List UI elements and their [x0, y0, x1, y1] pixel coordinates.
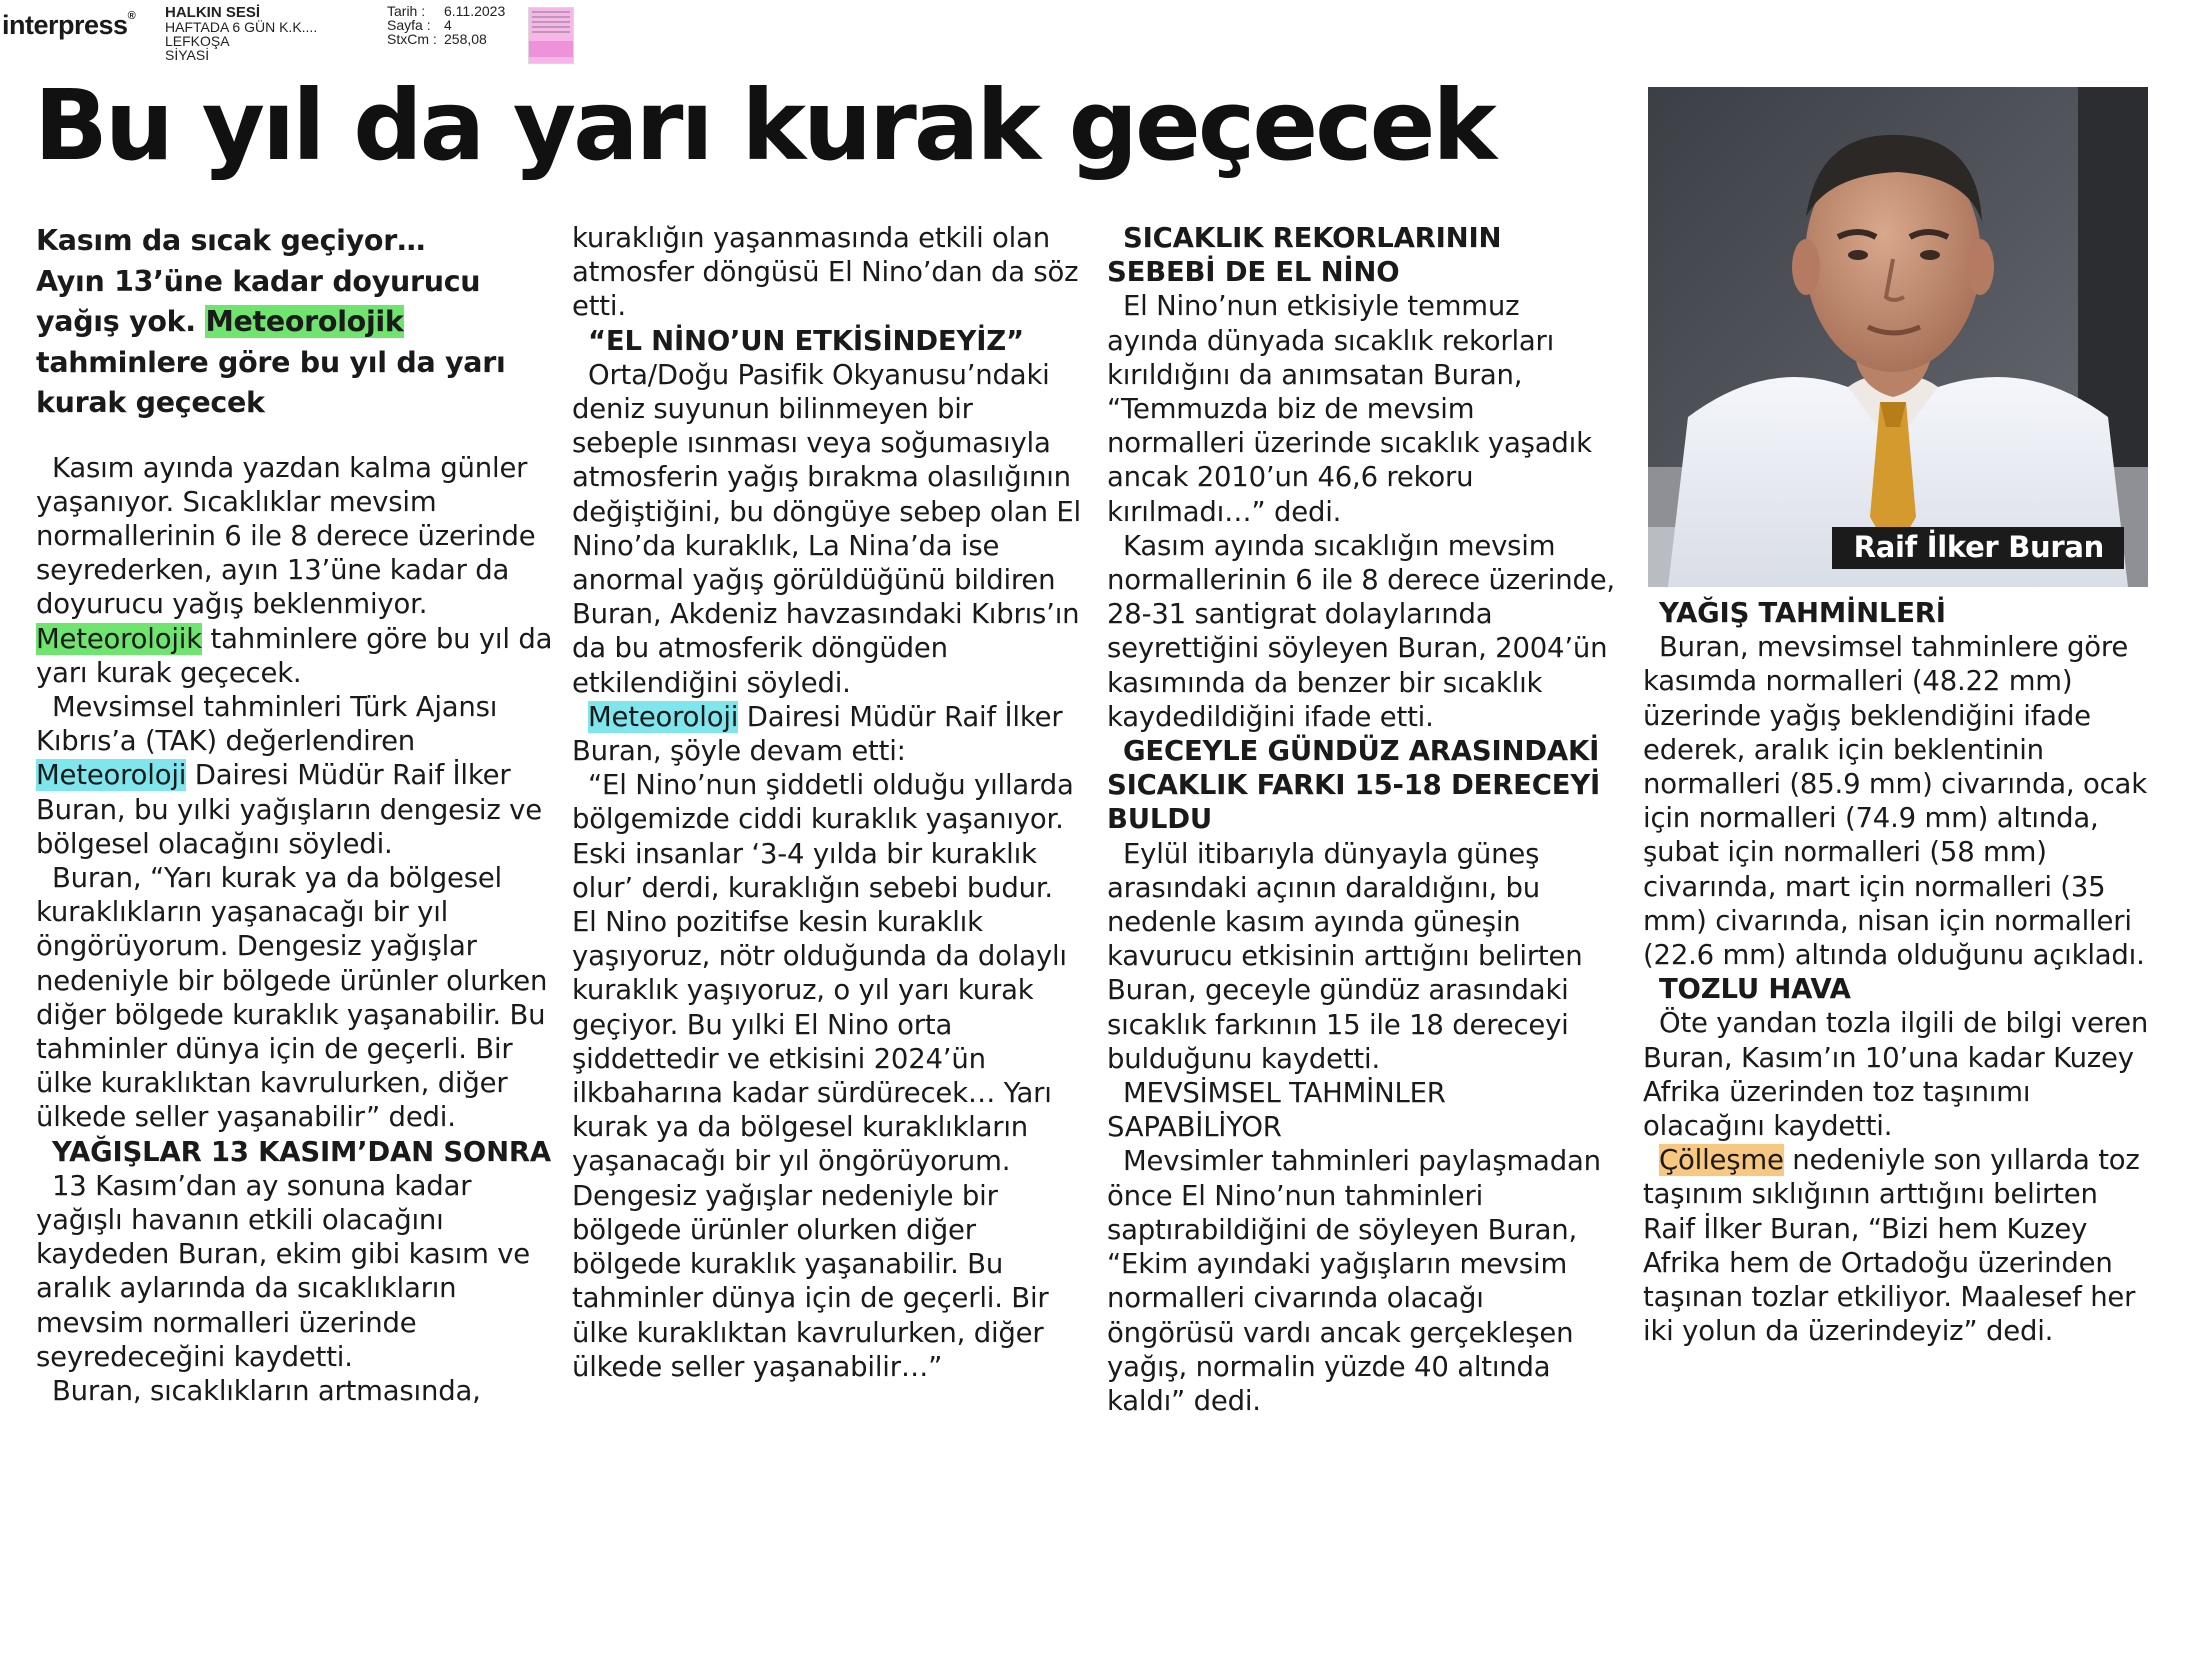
- paragraph: El Nino’nun etkisiyle temmuz ayında dünyada sıcaklık rekorları kırıldığını da anımsatan Buran, “Temmuzda biz de mevsim normalleri üzerinde sıcaklık yaşadık ancak 2010’un 46,6 rekoru kırılmadı…” dedi.: [1107, 290, 1592, 528]
- interpress-logo: interpress®: [2, 10, 136, 40]
- highlight-keyword: Meteorolojik: [36, 622, 202, 655]
- paragraph: “El Nino’nun şiddetli olduğu yıllarda bölgemizde ciddi kuraklık yaşanıyor. Eski insanlar ‘3-4 yılda bir kuraklık olur’ derdi, kuraklığın sebebi budur. El Nino pozitifse kesin kuraklık yaşıyoruz, nötr olduğunda da dolaylı kuraklık yaşıyoruz, o yıl yarı kurak geçiyor. Bu yılki El Nino orta şiddettedir ve etkisini 2024’ün ilkbaharına kadar sürdürecek… Yarı kurak ya da bölgesel kuraklıkların yaşanacağı bir yıl öngörüyorum. Dengesiz yağışlar nedeniyle bir bölgede ürünler olurken diğer bölgede kuraklık yaşanabilir. Bu tahminler dünya için de geçerli. Bir ülke kuraklıktan kavrulurken, diğer ülkede seller yaşanabilir…”: [572, 769, 1074, 1383]
- publication-name: HALKIN SESİ: [165, 4, 261, 21]
- subheading: TOZLU HAVA: [1659, 973, 1851, 1006]
- paragraph: Kasım ayında yazdan kalma günler yaşanıyor. Sıcaklıklar mevsim normallerinin 6 ile 8 derece üzerinde seyrederken, ayın 13’üne kadar da doyurucu yağış beklenmiyor. Meteorolojik tahminlere göre bu yıl da yarı kurak geçecek.: [36, 451, 553, 689]
- subheading: “EL NİNO’UN ETKİSİNDEYİZ”: [588, 324, 1024, 357]
- paragraph: Çölleşme nedeniyle son yıllarda toz taşınım sıklığının arttığını belirten Raif İlker Buran, “Bizi hem Kuzey Afrika hem de Ortadoğu üzerinden taşınan tozlar etkiliyor. Maalesef her iki yolun da üzerindeyiz” dedi.: [1643, 1144, 2140, 1348]
- highlight-keyword: Çölleşme: [1659, 1144, 1784, 1177]
- paragraph: Orta/Doğu Pasifik Okyanusu’ndaki deniz suyunun bilinmeyen bir sebeple ısınması veya soğumasıyla atmosferin yağış bırakma olasılığının değiştiğini, bu döngüye sebep olan El Nino’da kuraklık, La Nina’da ise anormal yağış görüldüğünü bildiren Buran, Akdeniz havzasındaki Kıbrıs’ın da bu atmosferik döngüden etkilendiğini söyledi.: [572, 358, 1081, 699]
- paragraph: Kasım ayında sıcaklığın mevsim normallerinin 6 ile 8 derece üzerinde, 28-31 santigrat dolaylarında seyrettiğini söyleyen Buran, 2004’ün kasımında da benzer bir sıcaklık kaydedildiğini ifade etti.: [1107, 529, 1615, 733]
- publication-city: LEFKOŞA: [165, 33, 230, 49]
- article-lead: [36, 221, 558, 424]
- paragraph: kuraklığın yaşanmasında etkili olan atmosfer döngüsü El Nino’dan da söz etti.: [572, 222, 1079, 323]
- article-column-3: [1107, 221, 1619, 1418]
- paragraph: Meteoroloji Dairesi Müdür Raif İlker Buran, şöyle devam etti:: [572, 700, 1063, 768]
- subheading: YAĞIŞLAR 13 KASIM’DAN SONRA: [52, 1135, 551, 1168]
- highlight-keyword: Meteorolojik: [205, 305, 404, 338]
- clipping-details: [387, 4, 505, 46]
- paragraph: Mevsimsel tahminleri Türk Ajansı Kıbrıs’a (TAK) değerlendiren Meteoroloji Dairesi Müdür Raif İlker Buran, bu yılki yağışların dengesiz ve bölgesel olacağını söyledi.: [36, 690, 542, 860]
- publication-frequency: HAFTADA 6 GÜN K.K....: [165, 19, 318, 35]
- subheading: GECEYLE GÜNDÜZ ARASINDAKİ SICAKLIK FARKI 15-18 DERECEYİ BULDU: [1107, 735, 1601, 836]
- lead-line-1: Kasım da sıcak geçiyor…: [36, 224, 426, 257]
- subheading: YAĞIŞ TAHMİNLERİ: [1659, 597, 1946, 629]
- publication-info: [165, 6, 317, 62]
- area-value: 258,08: [444, 31, 487, 47]
- page-label: Sayfa :: [387, 17, 431, 33]
- article-headline: Bu yıl da yarı kurak geçecek: [34, 69, 1494, 182]
- portrait-illustration: [1648, 87, 2148, 587]
- paragraph: Eylül itibarıyla dünyayla güneş arasındaki açının daraldığını, bu nedenle kasım ayında güneşin kavurucu etkisinin arttığını belirten Buran, geceyle gündüz arasındaki sıcaklık farkının 15 ile 18 dereceyi bulduğunu kaydetti.: [1107, 837, 1583, 1075]
- photo-caption: Raif İlker Buran: [1832, 527, 2124, 569]
- page-value: 4: [444, 17, 452, 33]
- paragraph: Buran, mevsimsel tahminlere göre kasımda normalleri (48.22 mm) üzerinde yağış beklendiğini ifade ederek, aralık için beklentinin normalleri (85.9 mm) civarında, ocak için normalleri (74.9 mm) altında, şubat için normalleri (58 mm) civarında, mart için normalleri (35 mm) civarında, nisan için normalleri (22.6 mm) altında olduğunu açıkladı.: [1643, 631, 2147, 972]
- article-column-1: [36, 221, 558, 1408]
- article-column-2: [572, 221, 1084, 1384]
- highlight-keyword: Meteoroloji: [36, 759, 187, 792]
- highlight-keyword: Meteoroloji: [588, 700, 739, 733]
- paragraph: Buran, sıcaklıkların artmasında,: [52, 1374, 481, 1407]
- lead-line-2: Ayın 13’üne kadar doyurucu yağış yok.: [36, 264, 481, 338]
- date-value: 6.11.2023: [444, 3, 506, 19]
- paragraph: Öte yandan tozla ilgili de bilgi veren Buran, Kasım’ın 10’una kadar Kuzey Afrika üzerinden toz taşınımı olacağını kaydetti.: [1643, 1007, 2149, 1143]
- publication-category: SİYASİ: [165, 47, 210, 63]
- article-column-4: [1643, 596, 2155, 1348]
- subheading: SICAKLIK REKORLARININ SEBEBİ DE EL NİNO: [1107, 222, 1502, 289]
- lead-line-3: tahminlere göre bu yıl da yarı kurak geçecek: [36, 345, 506, 419]
- page-thumbnail[interactable]: [528, 7, 574, 64]
- paragraph: 13 Kasım’dan ay sonuna kadar yağışlı havanın etkili olacağını kaydeden Buran, ekim gibi kasım ve aralık aylarında da sıcaklıkların mevsim normalleri üzerinde seyredeceğini kaydetti.: [36, 1169, 530, 1373]
- paragraph: Mevsimler tahminleri paylaşmadan önce El Nino’nun tahminleri saptırabildiğini de söyleyen Buran, “Ekim ayındaki yağışların mevsim normalleri civarında olacağı öngörüsü vardı ancak gerçekleşen yağış, normalin yüzde 40 altında kaldı” dedi.: [1107, 1145, 1601, 1417]
- paragraph: Buran, “Yarı kurak ya da bölgesel kuraklıkların yaşanacağı bir yıl öngörüyorum. Dengesiz yağışlar nedeniyle bir bölgede ürünler olurken diğer bölgede kuraklık yaşanabilir. Bu tahminler dünya için de geçerli. Bir ülke kuraklıktan kavrulurken, diğer ülkede seller yaşanabilir” dedi.: [36, 861, 548, 1134]
- subheading: MEVSİMSEL TAHMİNLER SAPABİLİYOR: [1107, 1077, 1446, 1144]
- date-label: Tarih :: [387, 3, 426, 19]
- area-label: StxCm :: [387, 31, 437, 47]
- portrait-photo: [1648, 87, 2148, 587]
